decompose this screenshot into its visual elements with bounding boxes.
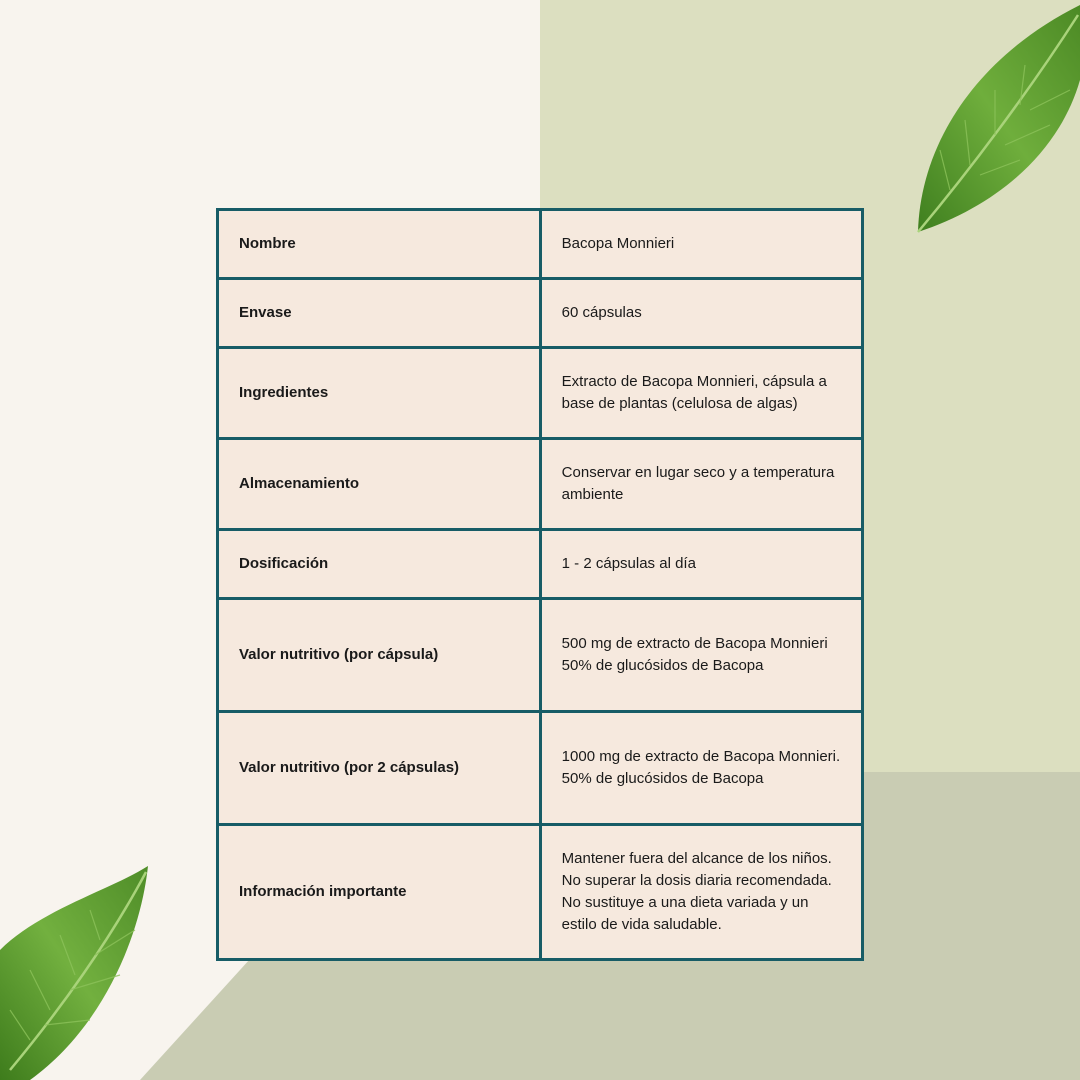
row-value: 1 - 2 cápsulas al día <box>540 530 862 599</box>
row-label: Ingredientes <box>218 348 541 439</box>
table-row <box>218 439 863 530</box>
row-label: Almacenamiento <box>218 439 541 530</box>
leaf-icon-bottom-left <box>0 860 160 1080</box>
row-value: 1000 mg de extracto de Bacopa Monnieri. 50% de glucósidos de Bacopa <box>540 712 862 825</box>
row-value: 60 cápsulas <box>540 279 862 348</box>
row-label: Dosificación <box>218 530 541 599</box>
table-row <box>218 348 863 439</box>
row-label: Nombre <box>218 210 541 279</box>
table-row <box>218 530 863 599</box>
row-value: Mantener fuera del alcance de los niños. No superar la dosis diaria recomendada. No sustituye a una dieta variada y un estilo de vida saludable. <box>540 825 862 960</box>
row-value: Bacopa Monnieri <box>540 210 862 279</box>
table-row <box>218 599 863 712</box>
table-row <box>218 712 863 825</box>
row-value: 500 mg de extracto de Bacopa Monnieri 50% de glucósidos de Bacopa <box>540 599 862 712</box>
row-label: Envase <box>218 279 541 348</box>
table-row <box>218 825 863 960</box>
leaf-icon-top-right <box>910 0 1080 240</box>
row-label: Información importante <box>218 825 541 960</box>
table-row <box>218 279 863 348</box>
row-value: Extracto de Bacopa Monnieri, cápsula a base de plantas (celulosa de algas) <box>540 348 862 439</box>
table-row <box>218 210 863 279</box>
row-value: Conservar en lugar seco y a temperatura ambiente <box>540 439 862 530</box>
row-label: Valor nutritivo (por cápsula) <box>218 599 541 712</box>
product-spec-table <box>216 208 864 961</box>
row-label: Valor nutritivo (por 2 cápsulas) <box>218 712 541 825</box>
